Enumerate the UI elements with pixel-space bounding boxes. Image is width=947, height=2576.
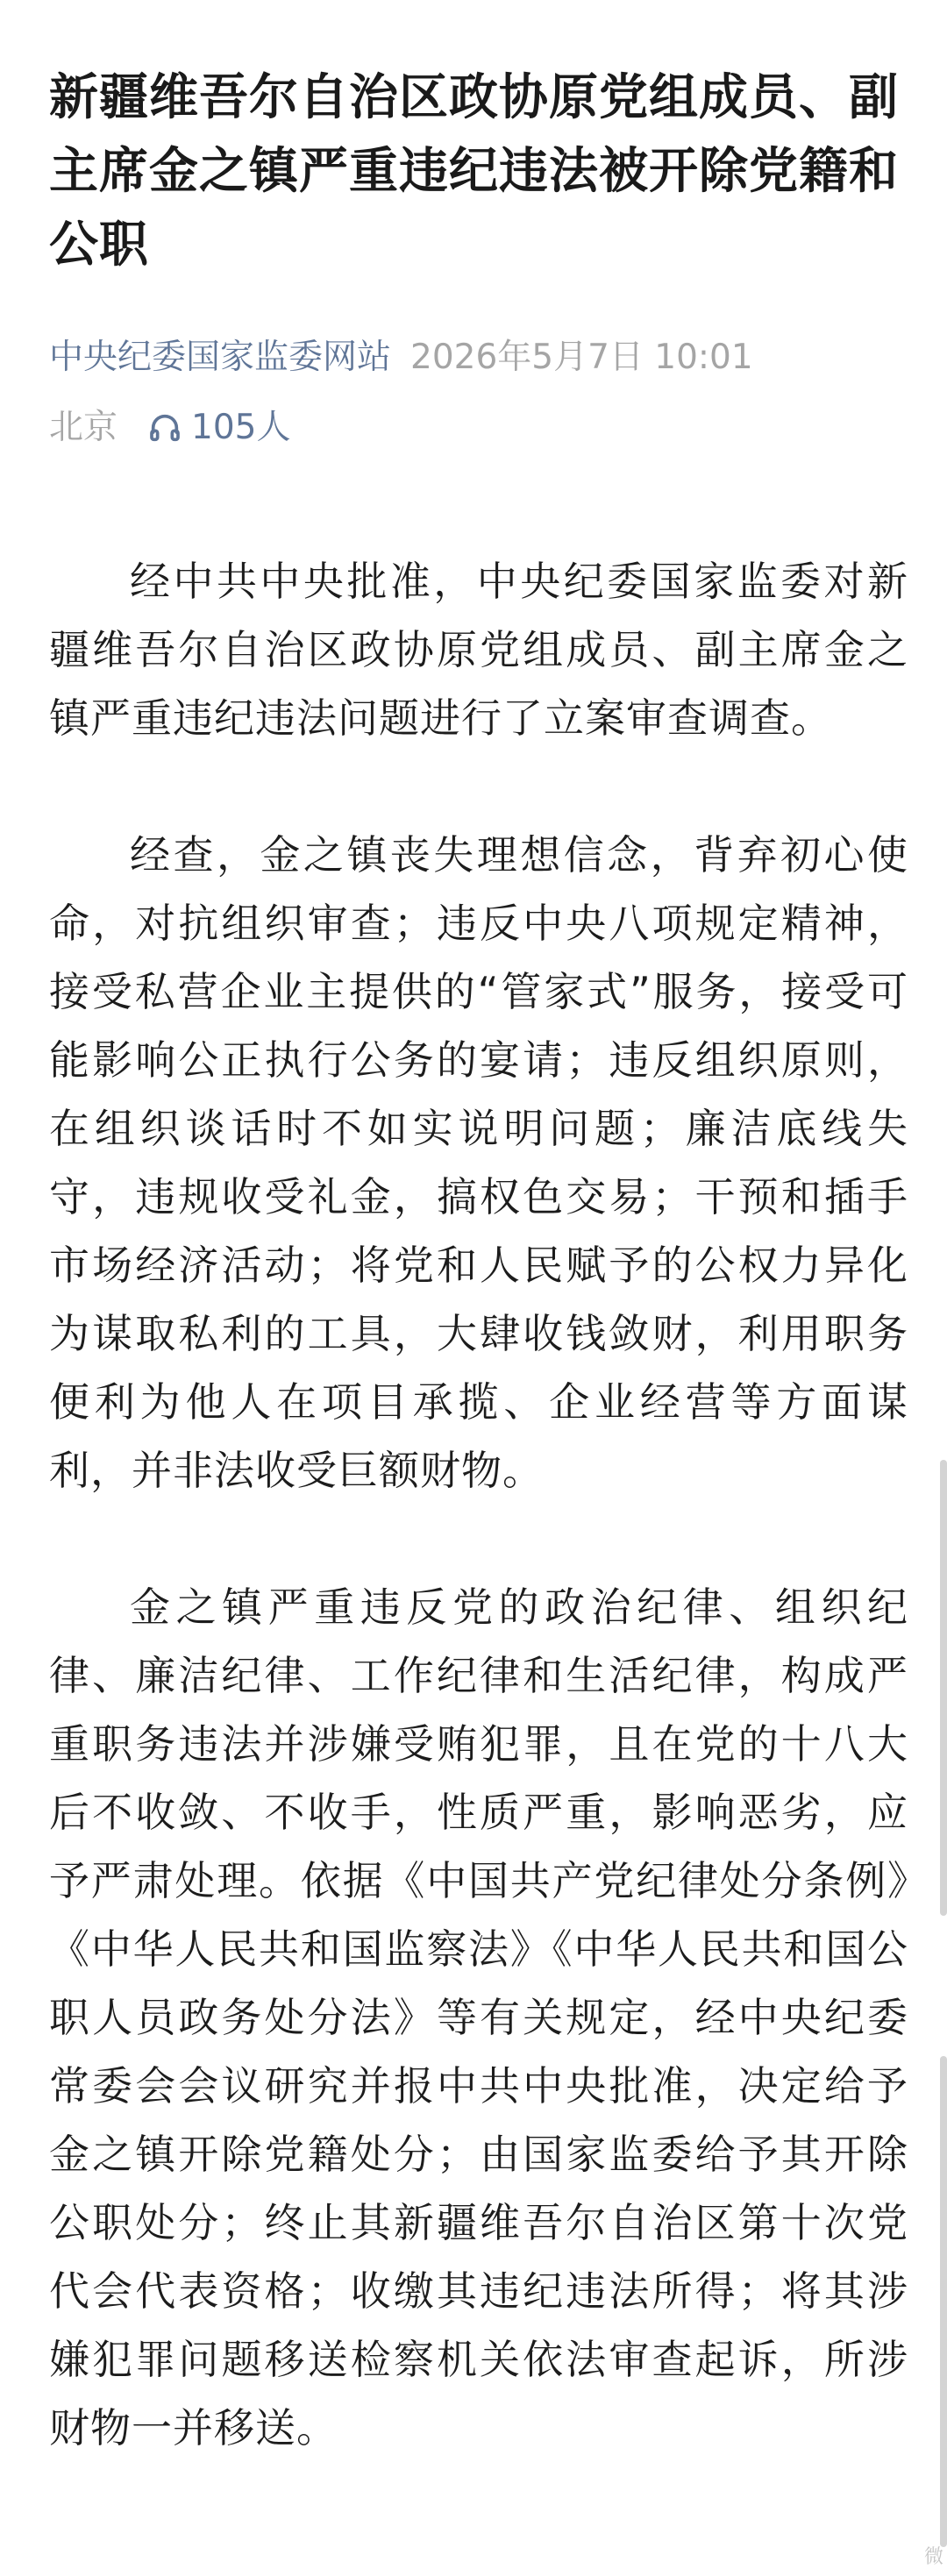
source-link[interactable]: 中央纪委国家监委网站	[49, 338, 392, 377]
meta-row-source	[49, 323, 908, 393]
meta-row-location	[49, 393, 908, 463]
article-title: 新疆维吾尔自治区政协原党组成员、副主席金之镇严重违纪违法被开除党籍和公职	[49, 69, 899, 274]
listen-button[interactable]	[147, 403, 290, 452]
paragraph-3: 金之镇严重违反党的政治纪律、组织纪律、廉洁纪律、工作纪律和生活纪律，构成严重职务违法并涉嫌受贿犯罪，且在党的十八大后不收敛、不收手，性质严重，影响恶劣，应予严肃处理。依据《中国共产党纪律处分条例》《中华人民共和国监察法》《中华人民共和国公职人员政务处分法》等有关规定，经中央纪委常委会会议研究并报中共中央批准，决定给予金之镇开除党籍处分；由国家监委给予其开除公职处分；终止其新疆维吾尔自治区第十次党代会代表资格；收缴其违纪违法所得；将其涉嫌犯罪问题移送检察机关依法审查起诉，所涉财物一并移送。	[49, 1583, 908, 2451]
listener-count: 105人	[191, 408, 291, 447]
article-meta	[49, 323, 908, 463]
publish-datetime: 2026年5月7日 10:01	[410, 338, 753, 377]
headphone-icon	[147, 410, 182, 445]
scrollbar-thumb-lower[interactable]	[940, 2056, 947, 2547]
scrollbar-thumb[interactable]	[940, 1460, 947, 1916]
location-label: 北京	[49, 408, 118, 447]
paragraph-1: 经中共中央批准，中央纪委国家监委对新疆维吾尔自治区政协原党组成员、副主席金之镇严重违纪违法问题进行了立案审查调查。	[49, 558, 908, 742]
paragraph-2: 经查，金之镇丧失理想信念，背弃初心使命，对抗组织审查；违反中央八项规定精神，接受私营企业主提供的“管家式”服务，接受可能影响公正执行公务的宴请；违反组织原则，在组织谈话时不如实说明问题；廉洁底线失守，违规收受礼金，搞权色交易；干预和插手市场经济活动；将党和人民赋予的公权力异化为谋取私利的工具，大肆收钱敛财，利用职务便利为他人在项目承揽、企业经营等方面谋利，并非法收受巨额财物。	[49, 831, 908, 1494]
article	[49, 61, 908, 2530]
article-body	[49, 547, 908, 2462]
corner-watermark: 微	[923, 2546, 943, 2568]
